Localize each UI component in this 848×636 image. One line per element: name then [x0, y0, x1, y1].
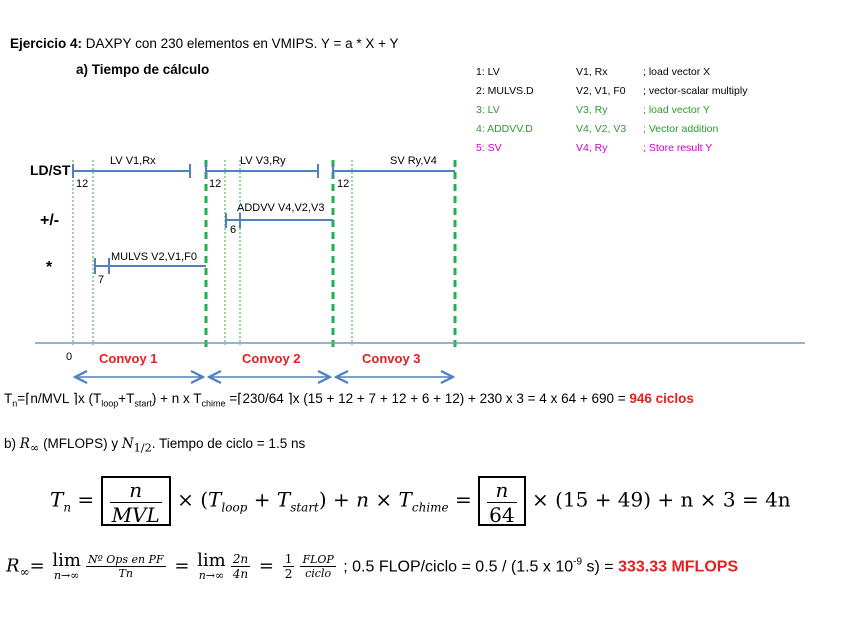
math1-tchime: T — [398, 487, 412, 512]
part-b-r-symbol: R — [19, 436, 30, 452]
legend-1-operands: V1, Rx — [576, 66, 608, 78]
legend-1-comment: ; load vector X — [643, 66, 711, 78]
math1-frac2-den: 64 — [489, 503, 515, 527]
math1-tail: × (15 + 49) + n × 3 = 4n — [525, 487, 791, 512]
part-b-r-sub: ∞ — [29, 441, 40, 455]
legend-5-num: 5: SV — [476, 142, 502, 154]
op-mulvs — [95, 251, 206, 286]
exercise-title-text: DAXPY con 230 elementos en VMIPS. Y = a * X + Y — [82, 36, 399, 51]
limit-2 — [197, 552, 226, 581]
math2-f2-num: 2n — [232, 552, 249, 566]
math1-n: n — [356, 487, 370, 512]
math2-tail2: s) = — [582, 558, 619, 576]
latency-mul: 7 — [98, 274, 105, 286]
legend-3-num: 3: LV — [476, 104, 500, 116]
formula-r-infinity — [6, 552, 738, 581]
math1-tloop-sub: loop — [221, 500, 248, 515]
legend-3-operands: V3, Ry — [576, 104, 608, 116]
convoy-2-label: Convoy 2 — [242, 351, 301, 366]
row-label-addsub: +/- — [40, 212, 60, 229]
part-b-n-symbol: N — [121, 436, 134, 452]
legend-5-comment: ; Store result Y — [643, 142, 713, 154]
math2-f4-num: FLOP — [302, 553, 334, 566]
math2-lim1-sub: n→∞ — [53, 569, 80, 582]
math2-result: 333.33 MFLOPS — [618, 558, 739, 576]
eq-a-loop-sub: loop — [101, 398, 119, 409]
op-label-mulvs: MULVS V2,V1,F0 — [111, 251, 197, 263]
eq-a-tn-sub: n — [12, 398, 18, 409]
math2-f4-den: ciclo — [305, 567, 332, 580]
legend-1-num: 1: LV — [476, 66, 500, 78]
math2-f1-num: Nº Ops en PF — [87, 553, 164, 566]
math1-close: ) + — [318, 487, 357, 512]
fraction-ops-over-tn — [86, 553, 166, 580]
op-sv-ry-v4 — [333, 155, 455, 190]
op-lv-v3-ry — [206, 155, 318, 190]
fraction-flop-over-ciclo — [300, 553, 335, 580]
op-addvv — [226, 202, 333, 236]
legend-4-operands: V4, V2, V3 — [576, 123, 627, 135]
op-label-sv: SV Ry,V4 — [390, 155, 437, 167]
math2-lim1: lim — [52, 550, 81, 571]
math2-lim2: lim — [197, 550, 226, 571]
part-b-heading — [4, 436, 305, 455]
math1-tstart-sub: start — [290, 500, 319, 515]
limit-1 — [52, 552, 81, 581]
axis-origin-label: 0 — [66, 351, 73, 363]
legend-4-num: 4: ADDVV.D — [476, 123, 533, 135]
math2-eq: = — [29, 555, 51, 577]
eq-a-tn: T — [4, 391, 13, 406]
math2-lim2-sub: n→∞ — [198, 569, 225, 582]
formula-tn — [50, 476, 791, 526]
part-b-suffix: . Tiempo de ciclo = 1.5 ns — [151, 436, 306, 451]
latency-add: 6 — [230, 224, 237, 236]
eq-a-part3: +T — [118, 391, 135, 406]
convoy-1-label: Convoy 1 — [99, 351, 158, 366]
math2-r: R — [6, 555, 20, 577]
math2-eq2: = — [168, 555, 196, 577]
legend-4-comment: ; Vector addition — [643, 123, 719, 135]
math2-exp: -9 — [573, 556, 583, 568]
eq-a-chime-sub: chime — [201, 398, 226, 409]
math1-eq: = — [71, 487, 101, 512]
math1-frac1-den: MVL — [111, 503, 160, 527]
math1-eq2: = — [448, 487, 479, 512]
legend-2-num: 2: MULVS.D — [476, 85, 534, 97]
math1-tchime-sub: chime — [411, 500, 449, 515]
math1-times2: × — [369, 487, 399, 512]
fraction-one-half — [283, 552, 295, 581]
math2-eq3: = — [253, 555, 280, 577]
op-label-addvv: ADDVV V4,V2,V3 — [237, 202, 325, 214]
ceil-n-over-mvl — [101, 476, 171, 526]
eq-a-part5: =⌈230/64 ⌉x (15 + 12 + 7 + 12 + 6 + 12) + 230 x 3 = 4 x 64 + 690 = — [225, 391, 630, 406]
math1-plus: + — [247, 487, 277, 512]
op-label-lv1: LV V1,Rx — [110, 155, 156, 167]
math2-tail: ; 0.5 FLOP/ciclo = 0.5 / (1.5 x 10 — [338, 558, 574, 576]
row-label-ldst: LD/ST — [30, 162, 71, 178]
math2-f3-num: 1 — [284, 552, 293, 566]
exercise-title-prefix: Ejercicio 4: — [10, 36, 83, 51]
equation-computation-time — [4, 391, 694, 409]
latency-ld2: 12 — [209, 178, 222, 190]
latency-ld1: 12 — [76, 178, 89, 190]
eq-a-start-sub: start — [134, 398, 152, 409]
math1-tn-sub: n — [63, 500, 72, 515]
row-label-mul: * — [46, 259, 53, 276]
latency-ld3: 12 — [337, 178, 350, 190]
legend-2-comment: ; vector-scalar multiply — [643, 85, 748, 97]
math1-tstart: T — [276, 487, 291, 512]
convoy-3-label: Convoy 3 — [362, 351, 421, 366]
math1-tloop: T — [208, 487, 222, 512]
math1-times: × ( — [170, 487, 209, 512]
ceil-n-over-64 — [478, 476, 525, 526]
legend-3-comment: ; load vector Y — [643, 104, 710, 116]
math2-f1-den: Tn — [118, 567, 133, 580]
math2-f3-den: 2 — [284, 567, 293, 581]
eq-a-result: 946 ciclos — [629, 391, 694, 406]
math1-frac2-num: n — [487, 478, 516, 503]
op-lv-v1-rx — [73, 155, 190, 190]
math1-tn: T — [50, 487, 64, 512]
part-b-n-sub: 1/2 — [133, 441, 152, 455]
math2-r-sub: ∞ — [19, 565, 30, 580]
legend-2-operands: V2, V1, F0 — [576, 85, 626, 97]
fraction-2n-over-4n — [231, 552, 250, 581]
part-a-heading: a) Tiempo de cálculo — [76, 62, 210, 77]
op-label-lv3: LV V3,Ry — [240, 155, 286, 167]
legend-5-operands: V4, Ry — [576, 142, 608, 154]
eq-a-part2: =⌈n/MVL ⌉x (T — [17, 391, 102, 406]
eq-a-part4: ) + n x T — [151, 391, 202, 406]
part-b-prefix: b) — [4, 436, 20, 451]
math2-f2-den: 4n — [232, 567, 249, 581]
part-b-mid: (MFLOPS) y — [39, 436, 122, 451]
math1-frac1-num: n — [110, 478, 162, 503]
